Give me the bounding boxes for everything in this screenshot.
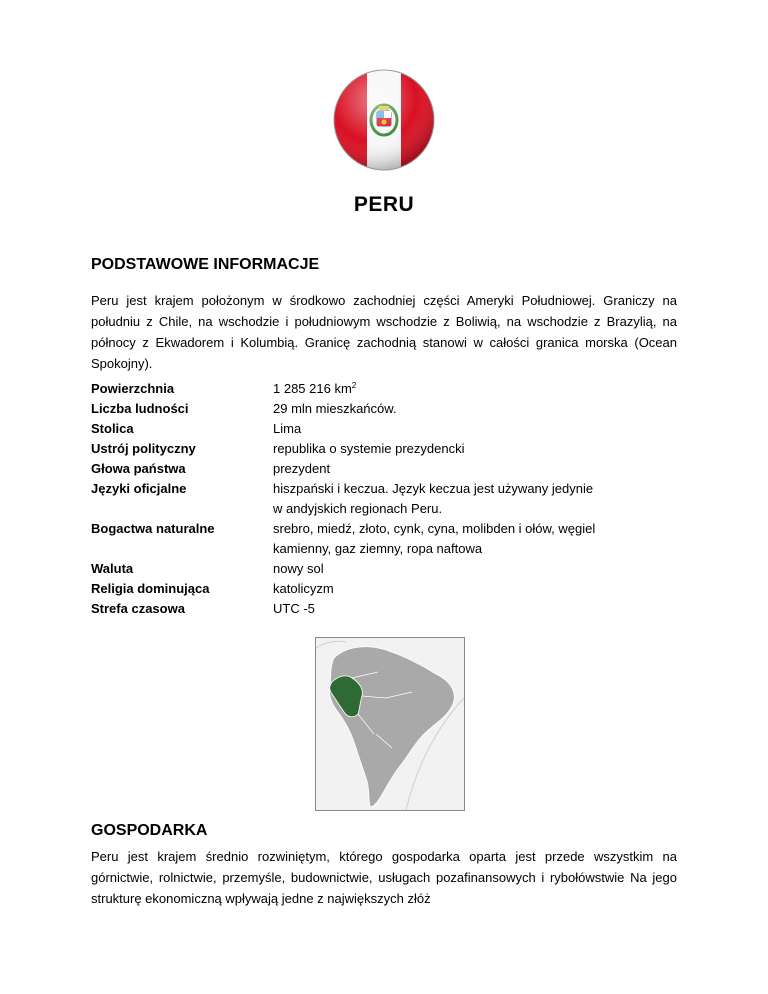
fact-row xyxy=(91,479,677,519)
fact-label: Liczba ludności xyxy=(91,401,189,416)
fact-value: nowy sol xyxy=(273,561,324,576)
fact-label: Strefa czasowa xyxy=(91,601,185,616)
intro-paragraph: Peru jest krajem położonym w środkowo zachodniej części Ameryki Południowej. Graniczy na południu z Chile, na wschodzie i południowym wschodzie z Boliwią, na wschodzie z Brazylią, na północy z Ekwadorem i Kolumbią. Granicę zachodnią stanowi w całości granica morska (Ocean Spokojny). xyxy=(91,293,677,371)
fact-value: prezydent xyxy=(273,461,331,476)
fact-label: Waluta xyxy=(91,561,134,576)
superscript: 2 xyxy=(351,381,357,390)
fact-label: Religia dominująca xyxy=(91,581,210,596)
fact-row xyxy=(91,579,677,599)
fact-row xyxy=(91,439,677,459)
fact-value: 29 mln mieszkańców. xyxy=(273,401,397,416)
fact-row xyxy=(91,559,677,579)
fact-row xyxy=(91,519,677,559)
fact-value: hiszpański i keczua. Język keczua jest używany jedynie w andyjskich regionach Peru. xyxy=(273,481,594,516)
south-america-map xyxy=(315,637,465,811)
fact-value: UTC -5 xyxy=(273,601,315,616)
fact-label: Stolica xyxy=(91,421,134,436)
fact-value: Lima xyxy=(273,421,302,436)
page-title: PERU xyxy=(353,193,415,216)
section-heading-basic: PODSTAWOWE INFORMACJE xyxy=(91,256,320,273)
fact-value: republika o systemie prezydencki xyxy=(273,441,465,456)
fact-label: Głowa państwa xyxy=(91,461,186,476)
fact-row xyxy=(91,459,677,479)
fact-label: Powierzchnia xyxy=(91,381,175,396)
fact-row xyxy=(91,599,677,619)
fact-value: katolicyzm xyxy=(273,581,334,596)
fact-value: 1 285 216 $km^2$ xyxy=(273,381,357,396)
section-heading-economy: GOSPODARKA xyxy=(91,822,208,839)
fact-label: Ustrój polityczny xyxy=(91,441,196,456)
fact-label: Bogactwa naturalne xyxy=(91,521,215,536)
fact-label: Języki oficjalne xyxy=(91,481,187,496)
fact-row xyxy=(91,399,677,419)
economy-paragraph: Peru jest krajem średnio rozwiniętym, którego gospodarka oparta jest przede wszystkim na górnictwie, rolnictwie, przemyśle, budownictwie, usługach pozafinansowych i rybołówstwie Na jego strukturę ekonomiczną wpływają jedne z największych złóż xyxy=(91,849,677,906)
fact-value: srebro, miedź, złoto, cynk, cyna, molibden i ołów, węgiel kamienny, gaz ziemny, ropa naftowa xyxy=(273,521,596,556)
fact-row xyxy=(91,379,677,399)
facts-table xyxy=(91,379,677,619)
peru-flag-icon xyxy=(332,68,436,172)
fact-row xyxy=(91,419,677,439)
